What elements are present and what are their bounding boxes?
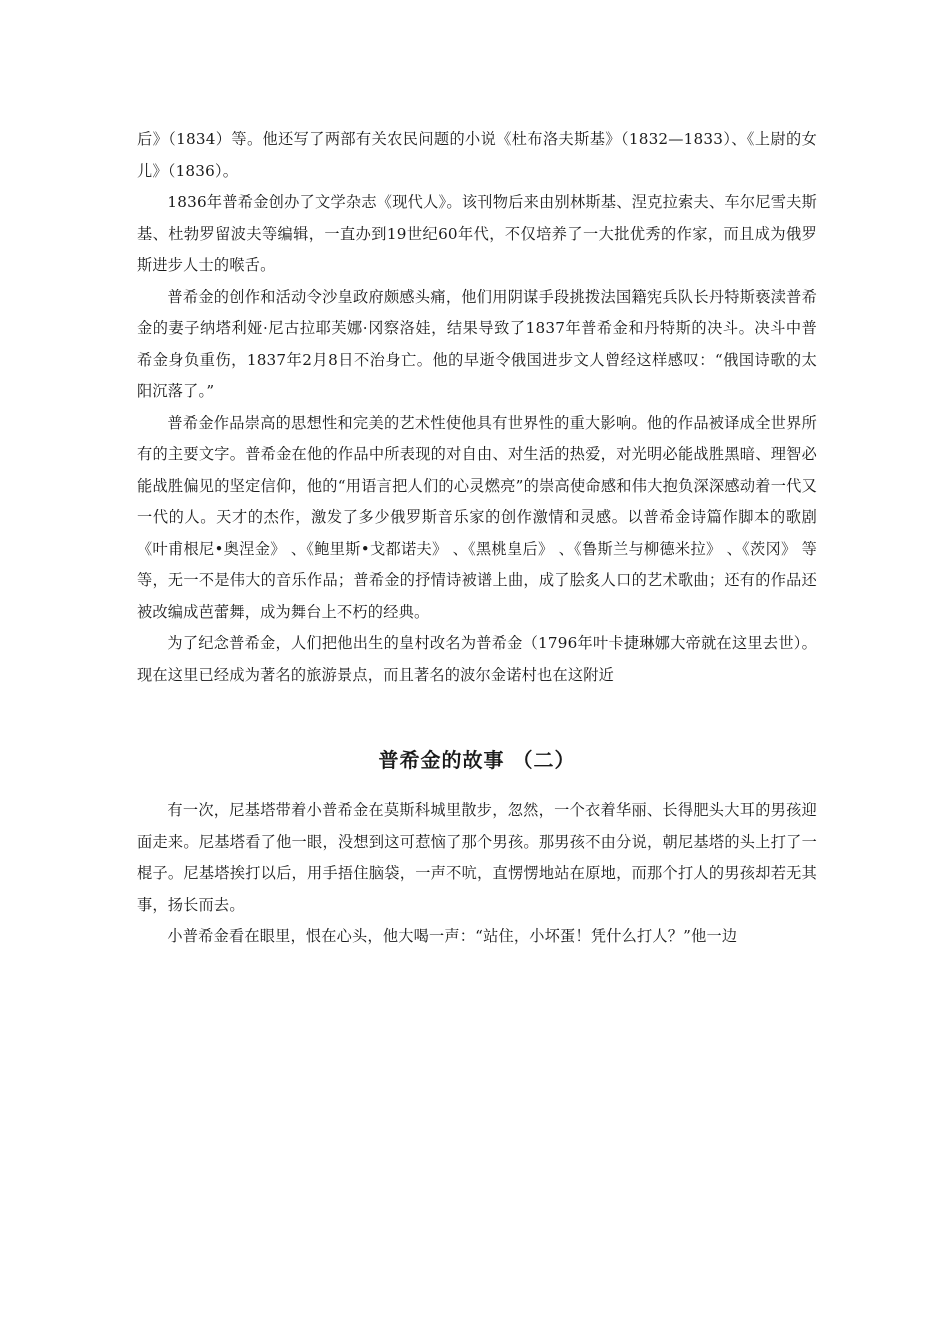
paragraph-sovremennik: 1836年普希金创办了文学杂志《现代人》。该刊物后来由别林斯基、涅克拉索夫、车尔尼雪夫斯基、杜勃罗留波夫等编辑，一直办到19世纪60年代，不仅培养了一大批优秀的作家，而且成为俄罗斯进步人士的喉舌。	[137, 193, 817, 274]
paragraph-memorial: 为了纪念普希金，人们把他出生的皇村改名为普希金（1796年叶卡捷琳娜大帝就在这里去世）。现在这里已经成为著名的旅游景点，而且著名的波尔金诺村也在这附近	[137, 634, 817, 684]
paragraph-story-walk: 有一次，尼基塔带着小普希金在莫斯科城里散步，忽然，一个衣着华丽、长得肥头大耳的男孩迎面走来。尼基塔看了他一眼，没想到这可惹恼了那个男孩。那男孩不由分说，朝尼基塔的头上打了一棍子。尼基塔挨打以后，用手捂住脑袋，一声不吭，直愣愣地站在原地，而那个打人的男孩却若无其事，扬长而去。	[137, 801, 817, 914]
paragraph-influence: 普希金作品崇高的思想性和完美的艺术性使他具有世界性的重大影响。他的作品被译成全世界所有的主要文字。普希金在他的作品中所表现的对自由、对生活的热爱，对光明必能战胜黑暗、理智必能战胜偏见的坚定信仰，他的“用语言把人们的心灵燃亮”的崇高使命感和伟大抱负深深感动着一代又一代的人。天才的杰作，激发了多少俄罗斯音乐家的创作激情和灵感。以普希金诗篇作脚本的歌剧《叶甫根尼•奥涅金》 、《鲍里斯•戈都诺夫》 、《黑桃皇后》 、《鲁斯兰与柳德米拉》 、《茨冈》 等等，无一不是伟大的音乐作品；普希金的抒情诗被谱上曲，成了脍炙人口的艺术歌曲；还有的作品还被改编成芭蕾舞，成为舞台上不朽的经典。	[137, 413, 817, 621]
chapter-title: 普希金的故事 （二）	[378, 748, 576, 772]
page-content	[137, 124, 817, 953]
paragraph-duel: 普希金的创作和活动令沙皇政府颇感头痛，他们用阴谋手段挑拨法国籍宪兵队长丹特斯亵渎普希金的妻子纳塔利娅·尼古拉耶芙娜·冈察洛娃，结果导致了1837年普希金和丹特斯的决斗。决斗中普希金身负重伤，1837年2月8日不治身亡。他的早逝令俄国进步文人曾经这样感叹：“俄国诗歌的太阳沉落了。”	[137, 287, 817, 400]
paragraph-story-shout: 小普希金看在眼里，恨在心头，他大喝一声：“站住，小坏蛋！凭什么打人？”他一边	[167, 927, 738, 945]
paragraph-continued: 后》（1834）等。他还写了两部有关农民问题的小说《杜布洛夫斯基》（1832—1833）、《上尉的女儿》（1836）。	[137, 130, 817, 180]
